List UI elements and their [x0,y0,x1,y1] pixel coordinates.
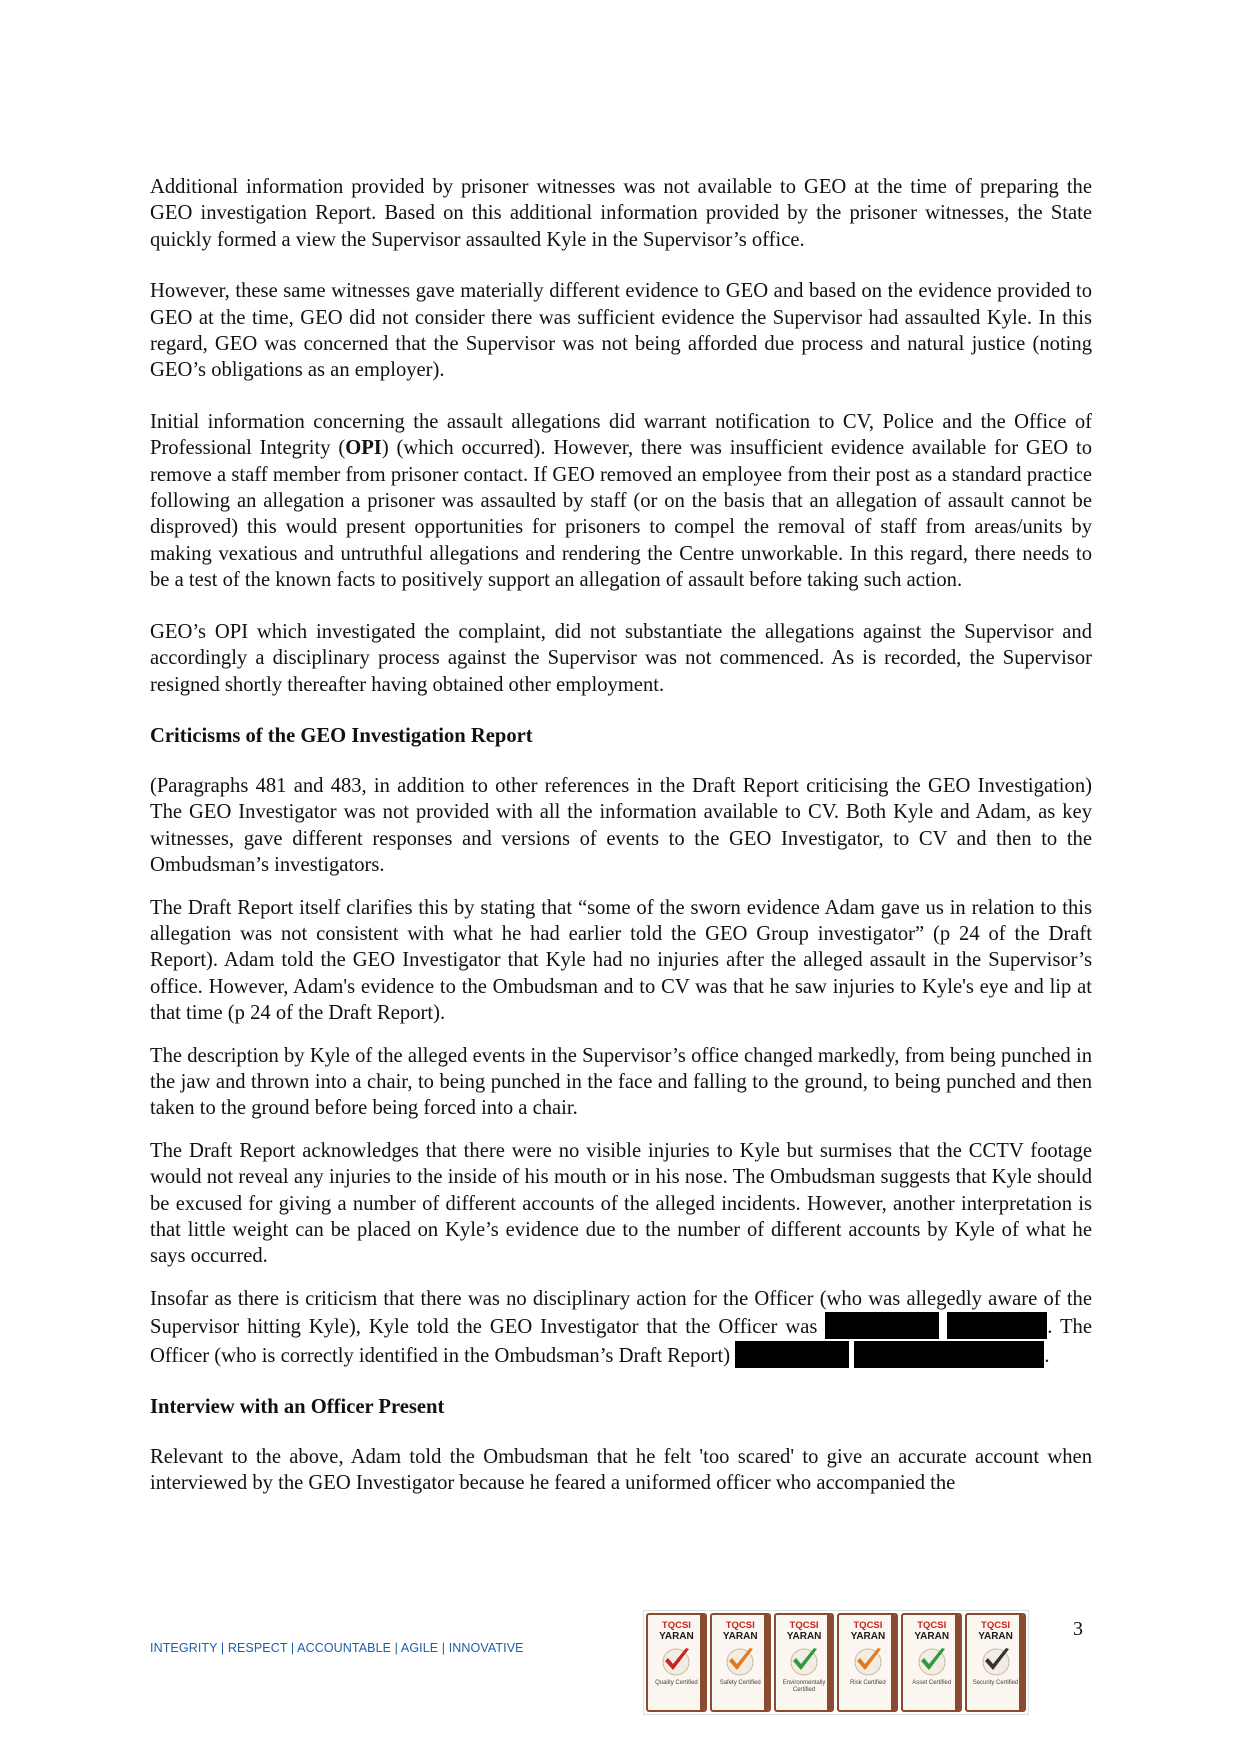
paragraph-too-scared: Relevant to the above, Adam told the Ombudsman that he felt 'too scared' to give an accurate account when interviewed by the GEO Investigator because he feared a uniformed officer who accompanied the [150,1446,1092,1495]
badge-caption: Security Certified [972,1680,1019,1686]
certification-badge [901,1613,962,1712]
paragraph-additional-information: Additional information provided by prisoner witnesses was not available to GEO at the time of preparing the GEO investigation Report. Based on this additional information provided by the prisoner witnesses, the State quickly formed a view the Supervisor assaulted Kyle in the Supervisor’s office. [150,176,1092,251]
badge-brand: TQCSI [789,1620,819,1631]
redaction-block [825,1312,939,1339]
disciplinary-text-c: . [1044,1344,1050,1367]
paragraph-paragraphs-481-483: (Paragraphs 481 and 483, in addition to other references in the Draft Report criticising the GEO Investigation) The GEO Investigator was not provided with all the information available to CV. Both Kyle and Adam, as key witnesses, gave different responses and versions of events to the GEO Investigator, to CV and then to the Ombudsman’s investigators. [150,774,1092,877]
certification-badges [643,1610,1029,1715]
badge-brand-sub: YARAN [914,1631,950,1642]
badge-side-band [827,1615,832,1710]
paragraph-initial-information-text-a: Initial information concerning the assault allegations did warrant notification to CV, Police and the Office of Professional Integrity ( [150,410,1092,460]
paragraph-initial-information-text-b: ) (which occurred). However, there was insufficient evidence available for GEO to remove a staff member from prisoner contact. If GEO removed an employee from their post as a standard practice following an allegation a prisoner was assaulted by staff (or on the basis that an allegation of assault cannot be disproved) this would present opportunities for prisoners to compel the removal of staff from areas/units by making vexatious and untruthful allegations and rendering the Centre unworkable. In this regard, there needs to be a test of the known facts to positively support an allegation of assault before taking such action. [150,437,1092,592]
badge-brand: TQCSI [661,1620,691,1631]
check-mark-icon [784,1644,824,1678]
badge-brand-sub: YARAN [850,1631,886,1642]
certification-badge [774,1613,835,1712]
certification-badge [646,1613,707,1712]
disciplinary-text-a: Insofar as there is criticism that there was no disciplinary action for the Officer (who was allegedly aware of the Supervisor hitting Kyle), Kyle told the GEO Investigator that the Officer was [150,1287,1092,1339]
check-mark-icon [848,1644,888,1678]
badge-brand-sub: YARAN [659,1631,694,1642]
badge-caption: Safety Certified [719,1680,761,1686]
badge-side-band [955,1615,960,1710]
badge-brand: TQCSI [981,1620,1011,1631]
footer-values: INTEGRITY | RESPECT | ACCOUNTABLE | AGILE | INNOVATIVE [150,1641,524,1655]
badge-brand-sub: YARAN [786,1631,822,1642]
badge-caption: Risk Certified [850,1680,886,1686]
check-mark-icon [912,1644,952,1678]
badge-side-band [700,1615,705,1710]
paragraph-description-by-kyle: The description by Kyle of the alleged events in the Supervisor’s office changed markedly, from being punched in the jaw and thrown into a chair, to being punched in the face and falling to the ground, to being punched and then taken to the ground before being forced into a chair. [150,1044,1092,1120]
redaction-block [854,1341,1044,1368]
redaction-block [947,1312,1047,1339]
badge-caption: Quality Certified [655,1680,698,1686]
badge-caption: Environmentally Certified [782,1680,826,1693]
check-mark-icon [656,1644,696,1678]
certification-badge [710,1613,771,1712]
paragraph-opi-investigation: GEO’s OPI which investigated the complaint, did not substantiate the allegations against the Supervisor and accordingly a disciplinary process against the Supervisor was not commenced. As is recorded, the Supervisor resigned shortly thereafter having obtained other employment. [150,620,1092,696]
badge-brand: TQCSI [917,1620,947,1631]
badge-brand-sub: YARAN [978,1631,1013,1642]
certification-badge [965,1613,1026,1712]
opi-abbreviation: OPI [345,437,382,460]
badge-brand: TQCSI [853,1620,883,1631]
document-body [150,174,1092,1522]
heading-interview-officer-present: Interview with an Officer Present [150,1396,445,1419]
badge-side-band [891,1615,896,1710]
badge-side-band [1019,1615,1024,1710]
paragraph-draft-report-clarifies: The Draft Report itself clarifies this by stating that “some of the sworn evidence Adam gave us in relation to this allegation was not consistent with what he had earlier told the GEO Group investigator” (p 24 of the Draft Report). Adam told the GEO Investigator that Kyle had no injuries after the alleged assault in the Supervisor’s office. However, Adam's evidence to the Ombudsman and to CV was that he saw injuries to Kyle's eye and lip at that time (p 24 of the Draft Report). [150,896,1092,1025]
badge-brand: TQCSI [725,1620,755,1631]
paragraph-disciplinary-action [150,1286,1092,1369]
paragraph-no-visible-injuries: The Draft Report acknowledges that there were no visible injuries to Kyle but surmises that the CCTV footage would not reveal any injuries to the inside of his mouth or in his nose. The Ombudsman suggests that Kyle should be excused for giving a number of different accounts of the alleged incidents. However, another interpretation is that little weight can be placed on Kyle’s evidence due to the number of different accounts by Kyle of what he says occurred. [150,1139,1092,1268]
badge-side-band [764,1615,769,1710]
check-mark-icon [720,1644,760,1678]
heading-criticisms: Criticisms of the GEO Investigation Report [150,724,533,747]
disciplinary-text-b: . The Officer (who is correctly identified in the Ombudsman’s Draft Report) [150,1316,1092,1367]
badge-caption: Asset Certified [912,1680,952,1686]
paragraph-initial-information [150,409,1092,594]
page-number: 3 [1073,1618,1083,1640]
paragraph-materially-different-evidence: However, these same witnesses gave materially different evidence to GEO and based on the evidence provided to GEO at the time, GEO did not consider there was sufficient evidence the Supervisor had assaulted Kyle. In this regard, GEO was concerned that the Supervisor was not being afforded due process and natural justice (noting GEO’s obligations as an employer). [150,280,1092,382]
check-mark-icon [976,1644,1016,1678]
redaction-block [735,1341,849,1368]
badge-brand-sub: YARAN [722,1631,758,1642]
certification-badge [837,1613,898,1712]
